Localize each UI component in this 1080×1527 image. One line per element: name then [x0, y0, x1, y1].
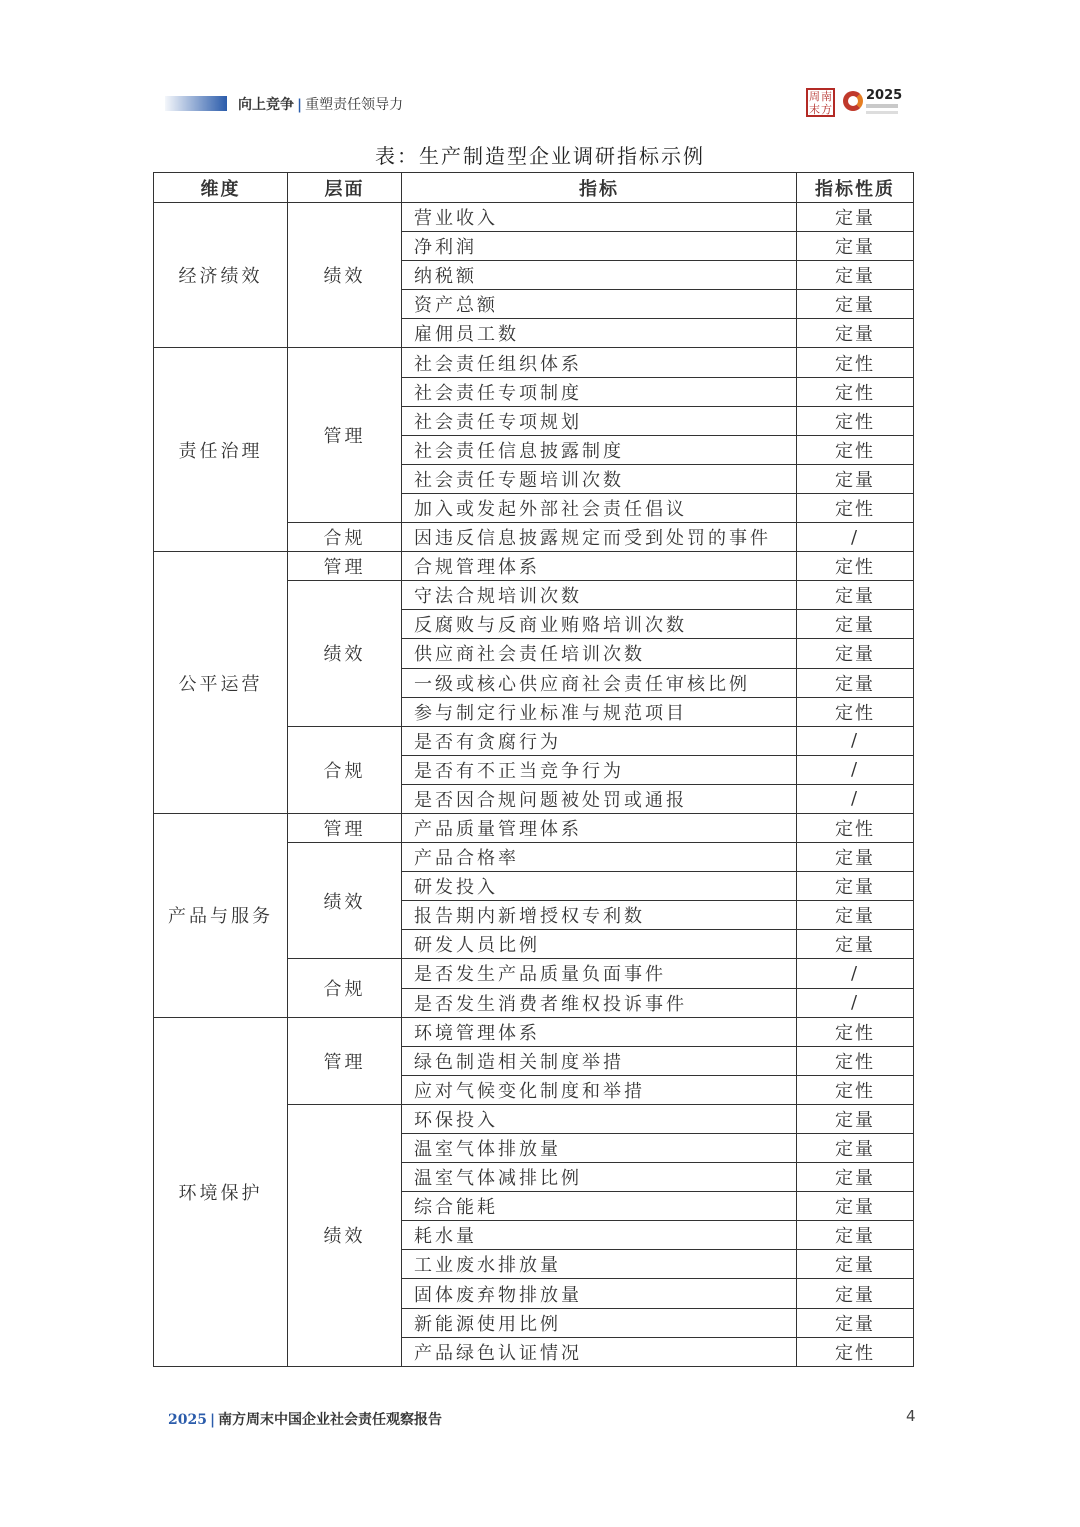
seal-char: 末 [809, 102, 820, 116]
indicator-cell: 雇佣员工数 [402, 319, 797, 348]
nature-cell: 定量 [797, 261, 914, 290]
nature-cell: 定量 [797, 1134, 914, 1163]
nature-cell: 定量 [797, 290, 914, 319]
logo-subtitle-mark [866, 111, 898, 114]
table-row [154, 552, 914, 581]
indicator-cell: 合规管理体系 [402, 552, 797, 581]
dimension-cell: 责任治理 [154, 348, 288, 552]
header-title-main: 向上竞争 [238, 97, 294, 113]
indicator-cell: 综合能耗 [402, 1192, 797, 1221]
header-subtitle: 重塑责任领导力 [305, 97, 404, 113]
indicator-cell: 资产总额 [402, 290, 797, 319]
indicator-cell: 工业废水排放量 [402, 1250, 797, 1279]
indicator-cell: 是否发生产品质量负面事件 [402, 959, 797, 988]
indicator-cell: 净利润 [402, 232, 797, 261]
level-cell: 管理 [288, 813, 402, 842]
indicator-cell: 应对气候变化制度和举措 [402, 1075, 797, 1104]
table-row [154, 813, 914, 842]
nature-cell: 定性 [797, 406, 914, 435]
seal-char: 周 [809, 89, 820, 103]
dimension-cell: 经济绩效 [154, 203, 288, 348]
indicator-cell: 固体废弃物排放量 [402, 1279, 797, 1308]
nature-cell: 定性 [797, 1075, 914, 1104]
nature-cell: 定量 [797, 1250, 914, 1279]
indicator-cell: 温室气体减排比例 [402, 1163, 797, 1192]
nature-cell: / [797, 726, 914, 755]
column-header-level: 层面 [288, 173, 402, 203]
nature-cell: 定量 [797, 1192, 914, 1221]
indicator-cell: 报告期内新增授权专利数 [402, 901, 797, 930]
nature-cell: 定量 [797, 203, 914, 232]
indicator-cell: 研发人员比例 [402, 930, 797, 959]
level-cell: 绩效 [288, 1104, 402, 1366]
nature-cell: 定性 [797, 348, 914, 377]
table-row [154, 203, 914, 232]
indicator-cell: 社会责任专项制度 [402, 377, 797, 406]
footer-report-title: 南方周末中国企业社会责任观察报告 [218, 1412, 443, 1428]
indicator-cell: 新能源使用比例 [402, 1308, 797, 1337]
indicator-cell: 研发投入 [402, 872, 797, 901]
footer-year: 2025 [168, 1412, 207, 1428]
indicator-cell: 社会责任专项规划 [402, 406, 797, 435]
header-accent-bar [165, 96, 227, 111]
nature-cell: 定量 [797, 843, 914, 872]
table-title: 表：生产制造型企业调研指标示例 [375, 144, 705, 168]
nature-cell: 定量 [797, 1104, 914, 1133]
level-cell: 合规 [288, 959, 402, 1017]
indicator-cell: 供应商社会责任培训次数 [402, 639, 797, 668]
publisher-seal-logo [806, 88, 835, 117]
header-title [238, 94, 403, 114]
table-header-row [154, 173, 914, 203]
nature-cell: 定性 [797, 813, 914, 842]
logo-year: 2025 [866, 88, 903, 103]
dimension-cell: 产品与服务 [154, 813, 288, 1017]
table-body [154, 203, 914, 1367]
table-row [154, 348, 914, 377]
indicator-cell: 环境管理体系 [402, 1017, 797, 1046]
nature-cell: 定量 [797, 901, 914, 930]
nature-cell: 定性 [797, 1017, 914, 1046]
report-logo-icon [843, 91, 863, 111]
footer-separator: | [209, 1412, 216, 1428]
nature-cell: 定性 [797, 697, 914, 726]
indicator-cell: 社会责任专题培训次数 [402, 464, 797, 493]
column-header-dimension: 维度 [154, 173, 288, 203]
indicator-cell: 温室气体排放量 [402, 1134, 797, 1163]
footer [168, 1409, 442, 1429]
seal-char: 南 [821, 89, 832, 103]
indicator-cell: 社会责任组织体系 [402, 348, 797, 377]
table-row [154, 1017, 914, 1046]
indicator-table [153, 172, 914, 1367]
indicator-cell: 参与制定行业标准与规范项目 [402, 697, 797, 726]
indicator-cell: 是否有贪腐行为 [402, 726, 797, 755]
nature-cell: 定性 [797, 493, 914, 522]
indicator-cell: 产品绿色认证情况 [402, 1337, 797, 1366]
nature-cell: 定量 [797, 1221, 914, 1250]
nature-cell: / [797, 755, 914, 784]
nature-cell: / [797, 784, 914, 813]
indicator-cell: 是否因合规问题被处罚或通报 [402, 784, 797, 813]
dimension-cell: 公平运营 [154, 552, 288, 814]
indicator-cell: 产品质量管理体系 [402, 813, 797, 842]
column-header-indicator: 指标 [402, 173, 797, 203]
nature-cell: 定量 [797, 668, 914, 697]
level-cell: 绩效 [288, 581, 402, 726]
indicator-cell: 营业收入 [402, 203, 797, 232]
dimension-cell: 环境保护 [154, 1017, 288, 1366]
indicator-cell: 守法合规培训次数 [402, 581, 797, 610]
indicator-cell: 耗水量 [402, 1221, 797, 1250]
level-cell: 管理 [288, 1017, 402, 1104]
indicator-cell: 产品合格率 [402, 843, 797, 872]
indicator-cell: 反腐败与反商业贿赂培训次数 [402, 610, 797, 639]
nature-cell: 定性 [797, 552, 914, 581]
nature-cell: 定量 [797, 639, 914, 668]
level-cell: 管理 [288, 348, 402, 523]
nature-cell: / [797, 988, 914, 1017]
indicator-cell: 是否发生消费者维权投诉事件 [402, 988, 797, 1017]
nature-cell: 定量 [797, 930, 914, 959]
nature-cell: / [797, 523, 914, 552]
indicator-cell: 社会责任信息披露制度 [402, 435, 797, 464]
nature-cell: 定量 [797, 872, 914, 901]
header-separator: | [297, 97, 303, 113]
level-cell: 管理 [288, 552, 402, 581]
nature-cell: 定量 [797, 1279, 914, 1308]
level-cell: 绩效 [288, 203, 402, 348]
indicator-cell: 绿色制造相关制度举措 [402, 1046, 797, 1075]
nature-cell: 定量 [797, 610, 914, 639]
nature-cell: 定量 [797, 1163, 914, 1192]
indicator-cell: 因违反信息披露规定而受到处罚的事件 [402, 523, 797, 552]
nature-cell: 定性 [797, 1046, 914, 1075]
logo-subtitle-mark [866, 104, 898, 108]
level-cell: 合规 [288, 726, 402, 813]
nature-cell: 定量 [797, 581, 914, 610]
nature-cell: 定性 [797, 435, 914, 464]
nature-cell: 定量 [797, 1308, 914, 1337]
indicator-cell: 是否有不正当竞争行为 [402, 755, 797, 784]
nature-cell: 定量 [797, 232, 914, 261]
level-cell: 绩效 [288, 843, 402, 959]
indicator-cell: 加入或发起外部社会责任倡议 [402, 493, 797, 522]
nature-cell: 定性 [797, 377, 914, 406]
nature-cell: 定量 [797, 319, 914, 348]
nature-cell: / [797, 959, 914, 988]
level-cell: 合规 [288, 523, 402, 552]
nature-cell: 定性 [797, 1337, 914, 1366]
page-number: 4 [906, 1407, 916, 1425]
indicator-cell: 环保投入 [402, 1104, 797, 1133]
indicator-cell: 纳税额 [402, 261, 797, 290]
seal-char: 方 [821, 102, 832, 116]
nature-cell: 定量 [797, 464, 914, 493]
column-header-nature: 指标性质 [797, 173, 914, 203]
indicator-cell: 一级或核心供应商社会责任审核比例 [402, 668, 797, 697]
